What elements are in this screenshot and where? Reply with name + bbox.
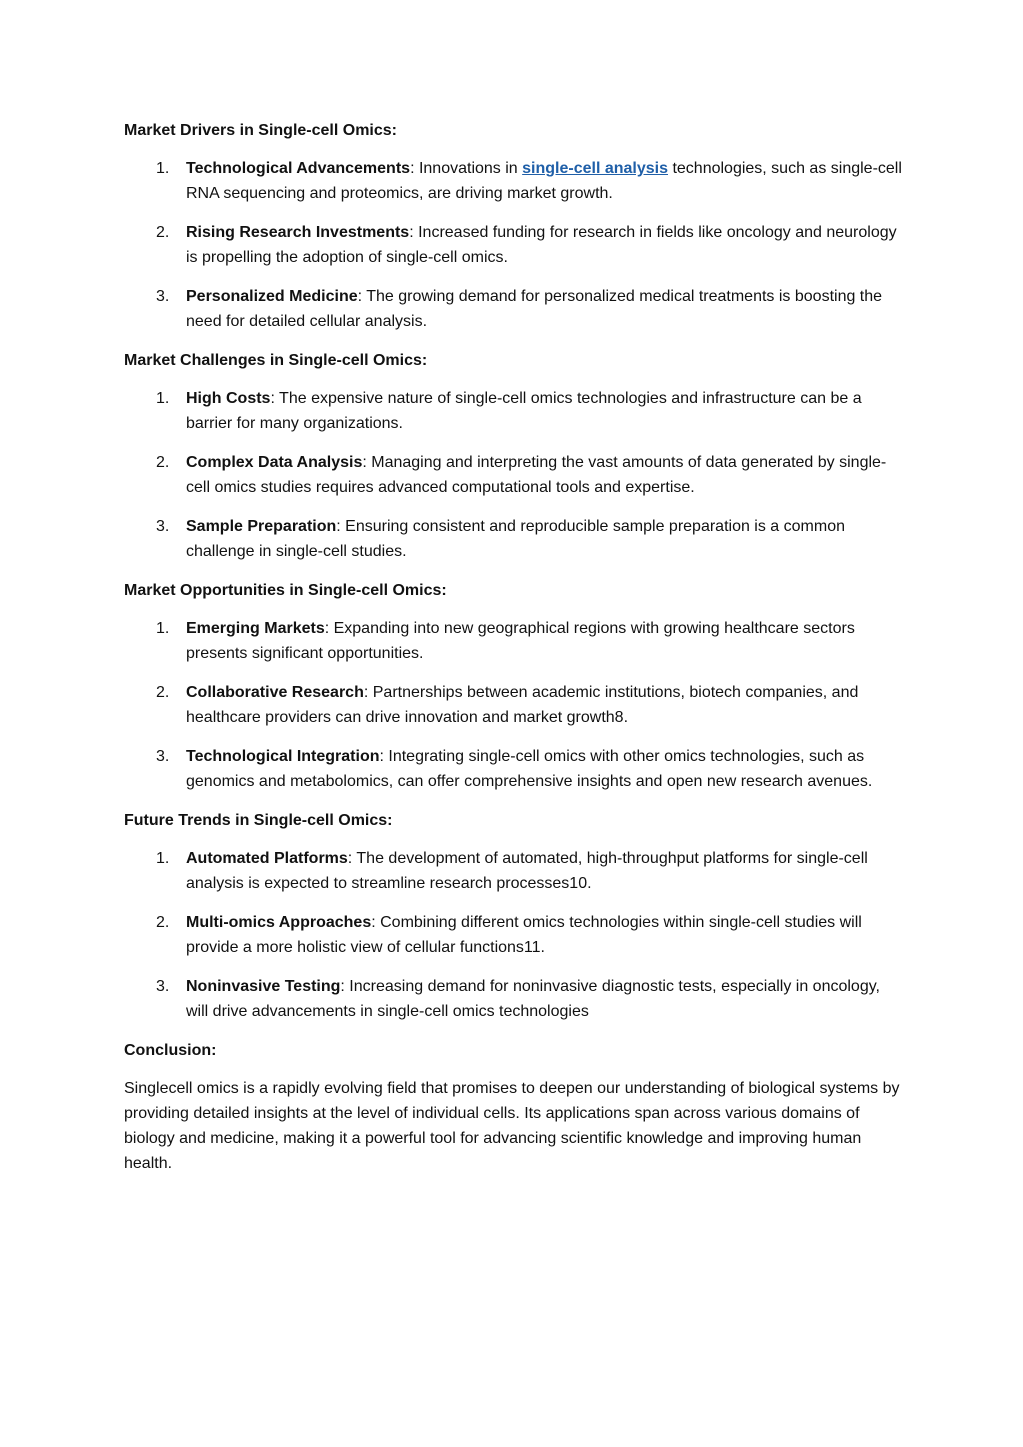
item-term: Rising Research Investments xyxy=(186,224,410,241)
item-term: Multi-omics Approaches xyxy=(186,914,372,931)
trends-heading: Future Trends in Single-cell Omics: xyxy=(124,812,393,829)
document-page xyxy=(124,118,904,1176)
item-text: : The development of automated, high-throughput platforms for single-cell analysis is expected to streamline research processes10. xyxy=(186,850,868,892)
conclusion-paragraph: Singlecell omics is a rapidly evolving field that promises to deepen our understanding of biological systems by providing detailed insights at the level of individual cells. Its applications span across various domains of biology and medicine, making it a powerful tool for advancing scientific knowledge and improving human health. xyxy=(124,1080,900,1172)
item-term: Technological Integration xyxy=(186,748,380,765)
item-term: Noninvasive Testing xyxy=(186,978,341,995)
item-term: Sample Preparation xyxy=(186,518,337,535)
item-text: : The growing demand for personalized medical treatments is boosting the need for detailed cellular analysis. xyxy=(186,288,883,330)
item-number: 2. xyxy=(156,224,170,241)
item-term: Complex Data Analysis xyxy=(186,454,363,471)
challenges-list xyxy=(124,386,904,564)
item-text: : Increased funding for research in fields like oncology and neurology is propelling the adoption of single-cell omics. xyxy=(186,224,897,266)
item-number: 3. xyxy=(156,748,170,765)
item-term: Automated Platforms xyxy=(186,850,348,867)
list-item xyxy=(124,744,904,794)
drivers-heading: Market Drivers in Single-cell Omics: xyxy=(124,122,397,139)
item-text: : Managing and interpreting the vast amounts of data generated by single-cell omics studies requires advanced computational tools and expertise. xyxy=(186,454,887,496)
list-item xyxy=(124,156,904,206)
list-item xyxy=(124,220,904,270)
item-number: 2. xyxy=(156,684,170,701)
single-cell-analysis-link[interactable]: single-cell analysis xyxy=(522,160,668,177)
item-text: : Ensuring consistent and reproducible sample preparation is a common challenge in single-cell studies. xyxy=(186,518,845,560)
list-item xyxy=(124,284,904,334)
item-number: 3. xyxy=(156,518,170,535)
item-text: : Expanding into new geographical regions with growing healthcare sectors presents significant opportunities. xyxy=(186,620,855,662)
item-text: : Innovations in xyxy=(410,160,523,177)
item-text: : Increasing demand for noninvasive diagnostic tests, especially in oncology, will drive advancements in single-cell omics technologies xyxy=(186,978,880,1020)
list-item xyxy=(124,616,904,666)
list-item xyxy=(124,450,904,500)
challenges-heading: Market Challenges in Single-cell Omics: xyxy=(124,352,428,369)
item-number: 1. xyxy=(156,850,170,867)
item-number: 1. xyxy=(156,160,170,177)
item-term: Emerging Markets xyxy=(186,620,325,637)
opportunities-heading: Market Opportunities in Single-cell Omics: xyxy=(124,582,447,599)
item-term: Personalized Medicine xyxy=(186,288,358,305)
list-item xyxy=(124,514,904,564)
item-number: 3. xyxy=(156,978,170,995)
list-item xyxy=(124,910,904,960)
item-term: High Costs xyxy=(186,390,271,407)
item-number: 1. xyxy=(156,620,170,637)
drivers-list xyxy=(124,156,904,334)
item-term: Collaborative Research xyxy=(186,684,364,701)
item-text: : Integrating single-cell omics with other omics technologies, such as genomics and metabolomics, can offer comprehensive insights and open new research avenues. xyxy=(186,748,873,790)
list-item xyxy=(124,846,904,896)
item-number: 2. xyxy=(156,454,170,471)
conclusion-heading: Conclusion: xyxy=(124,1042,217,1059)
trends-list xyxy=(124,846,904,1024)
item-text: technologies, such as single-cell RNA sequencing and proteomics, are driving market growth. xyxy=(186,160,902,202)
item-number: 1. xyxy=(156,390,170,407)
item-term: Technological Advancements xyxy=(186,160,411,177)
item-text: : Combining different omics technologies within single-cell studies will provide a more holistic view of cellular functions11. xyxy=(186,914,862,956)
item-text: : The expensive nature of single-cell omics technologies and infrastructure can be a barrier for many organizations. xyxy=(186,390,862,432)
list-item xyxy=(124,386,904,436)
list-item xyxy=(124,680,904,730)
item-number: 2. xyxy=(156,914,170,931)
item-number: 3. xyxy=(156,288,170,305)
opportunities-list xyxy=(124,616,904,794)
item-text: : Partnerships between academic institutions, biotech companies, and healthcare providers can drive innovation and market growth8. xyxy=(186,684,859,726)
list-item xyxy=(124,974,904,1024)
